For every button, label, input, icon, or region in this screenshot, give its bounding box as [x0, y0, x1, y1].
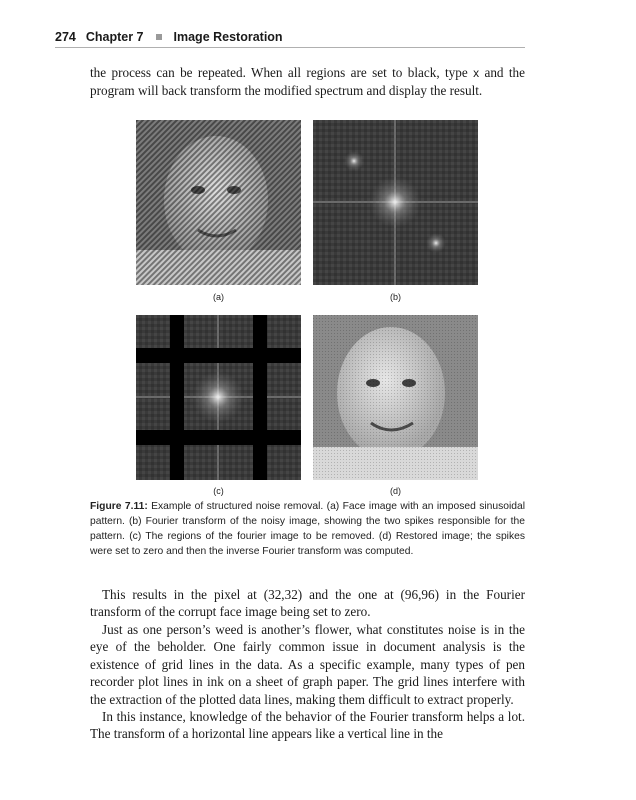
panel-label-a: (a)	[213, 292, 224, 302]
fourier-spectrum-image	[313, 120, 478, 285]
masked-spectrum-image	[136, 315, 301, 480]
noisy-face-image	[136, 120, 301, 285]
figure-panel-c	[136, 315, 301, 480]
figure-caption-text: Example of structured noise removal. (a) Face image with an imposed sinusoidal pattern. (b) Fourier transform of the noisy image, showing the two spikes responsible for the pattern. (c) The regions of the fourier image to be removed. (d) Restored image; the spikes were set to zero and then the inverse Fourier transform was computed.	[90, 501, 525, 557]
body-paragraph-3: In this instance, knowledge of the behavior of the Fourier transform helps a lot. The transform of a horizontal line appears like a vertical line in the	[90, 709, 525, 742]
figure-caption	[90, 499, 525, 559]
intro-text-before: the process can be repeated. When all regions are set to black, type	[90, 65, 474, 80]
section-title: Image Restoration	[173, 30, 283, 44]
panel-label-b: (b)	[390, 292, 401, 302]
panel-label-c: (c)	[213, 486, 224, 496]
panel-label-d: (d)	[390, 486, 401, 496]
chapter-title: Chapter 7	[85, 30, 144, 44]
intro-text-after: and the program will back transform the modified spectrum and display the result.	[90, 65, 525, 99]
square-bullet-icon	[156, 34, 162, 40]
body-paragraph-2: Just as one person’s weed is another’s flower, what constitutes noise is in the eye of the beholder. One fairly common issue in document analysis is the existence of grid lines in the data. As a specific example, many types of pen recorder plot lines in ink on a sheet of graph paper. The grid lines interfere with the extraction of the plotted data lines, making them difficult to extract properly.	[90, 622, 525, 707]
intro-paragraph	[90, 64, 525, 100]
figure-panel-d	[313, 315, 478, 480]
running-header	[55, 30, 525, 44]
figure-label: Figure 7.11:	[90, 501, 148, 512]
figure-panel-a	[136, 120, 301, 285]
figure-panel-b	[313, 120, 478, 285]
restored-face-image	[313, 315, 478, 480]
header-rule	[55, 47, 525, 48]
intro-key: x	[473, 66, 480, 80]
body-paragraph-1: This results in the pixel at (32,32) and the one at (96,96) in the Fourier transform of the corrupt face image being set to zero.	[90, 587, 525, 620]
page-number: 274	[55, 30, 76, 44]
